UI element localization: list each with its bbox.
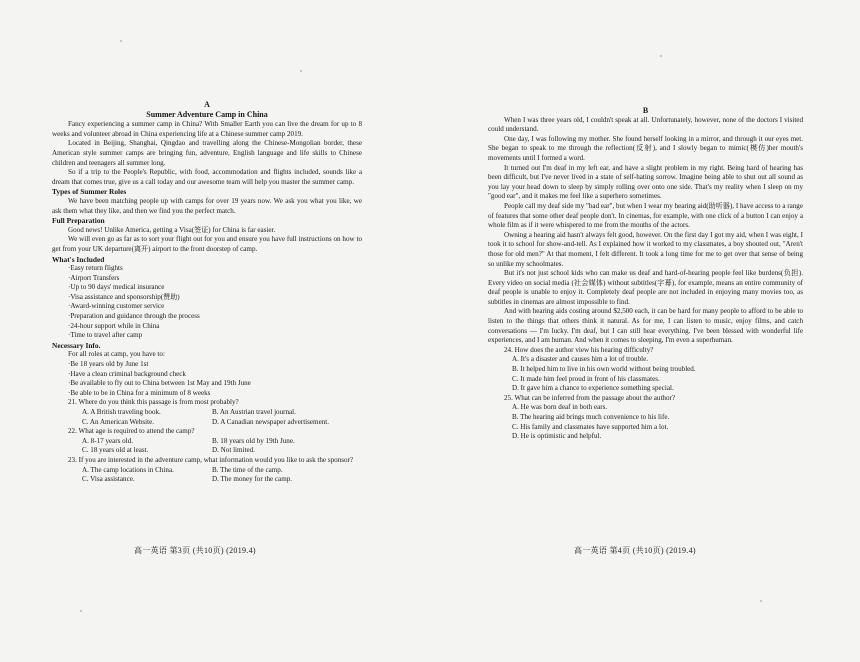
story-paragraph: And with hearing aids costing around $2,500 each, it can be hard for many people to afford to be able to listen to the things that others think it natural. As for me, I can listen to music, enjoy films, and catch conversations — I'm lucky. I'm deaf, but I can still hear everything. I've been blessed with wonderful life experiences, and I am human. And when it comes to sleeping, I'm even a superhuman. [488, 307, 803, 345]
page-footer: 高一英语 第4页 (共10页) (2019.4) [574, 546, 696, 555]
list-item: ·Preparation and guidance through the process [68, 312, 200, 321]
list-item: ·Be available to fly out to China between 1st May and 19th June [68, 379, 251, 388]
option: B. An Austrian travel journal. [212, 408, 296, 416]
option: D. A Canadian newspaper advertisement. [212, 417, 330, 426]
scan-speck [300, 70, 302, 72]
necessary-list [52, 360, 362, 398]
page-footer: 高一英语 第3页 (共10页) (2019.4) [134, 546, 256, 555]
question-21: 21. Where do you think this passage is from most probably? [68, 398, 239, 407]
list-item: ·Award-winning customer service [68, 302, 165, 311]
list-item: ·Time to travel after camp [68, 331, 143, 340]
roles-paragraph: We have been matching people up with camps for over 19 years now. We ask you what you like, we ask them what they like, and then we find you the perfect match. [52, 196, 362, 215]
intro-paragraph: So if a trip to the People's Republic, with food, accommodation and flights included, sounds like a dream that comes true, give us a call today and our awesome team will help you master the summer camp. [52, 168, 362, 186]
scan-speck [660, 55, 662, 57]
option: D. It gave him a chance to experience something special. [512, 384, 674, 393]
list-item: ·Be 18 years old by June 1st [68, 360, 149, 369]
option: C. Visa assistance. [82, 475, 135, 484]
option: C. It made him feel proud in front of his classmates. [512, 374, 660, 383]
list-item: ·Airport Transfers [68, 273, 120, 282]
option: B. It helped him to live in his own world without being troubled. [512, 365, 696, 374]
intro-paragraph: Located in Beijing, Shanghai, Qingdao and travelling along the Chinese-Mongolian border, these American style summer camps are bringing fun, adventure, English language and life skills to Chinese children and teenagers all summer long. [52, 139, 362, 167]
option: C. His family and classmates have supported him a lot. [512, 422, 669, 431]
option: A. A British traveling book. [82, 408, 161, 416]
passage-title: Summer Adventure Camp in China [146, 109, 268, 119]
story-paragraph: People call my deaf side my "bad ear", but when I wear my hearing aid(助听器), I have access to a range of features that some other deaf people don't. In cinemas, for example, with one click of a button I can enjoy a whole film as if it were whispered to me from the mouths of the actors. [488, 201, 803, 230]
question-22-options [52, 437, 362, 456]
section-letter-b: B [642, 106, 649, 115]
question-21-options [52, 408, 362, 427]
story-paragraph: When I was three years old, I couldn't speak at all. Unfortunately, however, none of the doctors I visited could understand. [488, 115, 803, 134]
preparation-paragraph: We will even go as far as to sort your flight out for you and ensure you have full instructions on how to get from your UK departure(离开) airport to the front doorstep of camp. [52, 235, 362, 253]
included-list [52, 264, 362, 341]
section-letter-a: A [204, 100, 210, 109]
option: D. Not limited. [212, 446, 255, 455]
question-23-options [52, 466, 362, 485]
question-23: 23. If you are interested in the adventure camp, what information would you like to ask the sponsor? [68, 455, 354, 464]
heading-whats-included: What's Included [52, 254, 105, 264]
option: D. He is optimistic and helpful. [512, 432, 602, 441]
story-paragraph: One day, I was following my mother. She found herself looking in a mirror, and through it our eyes met. She began to speak to me through the reflection(反射), and I slowly began to mimic(模仿)her mouth's movements until I formed a word. [488, 134, 803, 162]
intro-paragraph: Fancy experiencing a summer camp in China? With Smaller Earth you can live the dream for up to 8 weeks and volunteer abroad in China experiencing life at a Chinese summer camp 2019. [52, 120, 362, 138]
list-item: ·Up to 90 days' medical insurance [68, 283, 165, 292]
question-22: 22. What age is required to attend the camp? [68, 427, 195, 436]
necessary-intro: For all roles at camp, you have to: [68, 350, 165, 359]
option: A. 8-17 years old. [82, 436, 134, 445]
option: A. He was born deaf in both ears. [512, 403, 608, 412]
right-column [488, 106, 803, 442]
right-page [430, 0, 860, 662]
question-24: 24. How does the author view his hearing difficulty? [504, 345, 654, 354]
heading-full-preparation: Full Preparation [52, 216, 105, 226]
option: A. It's a disaster and causes him a lot of trouble. [512, 355, 649, 364]
heading-roles: Types of Summer Roles [52, 187, 127, 197]
list-item: ·Easy return flights [68, 264, 123, 273]
option: D. The money for the camp. [212, 475, 293, 484]
heading-necessary-info: Necessary Info. [52, 340, 101, 350]
scan-speck [760, 600, 762, 602]
option: C. An American Website. [82, 417, 154, 426]
question-25: 25. What can be inferred from the passage about the author? [504, 393, 676, 402]
list-item: ·Be able to be in China for a minimum of 8 weeks [68, 388, 211, 397]
story-paragraph: Owning a hearing aid hasn't always felt good, however. On the first day I got my aid, when I was eight, I took it to school for show-and-tell. As I explained how it worked to my classmates, a boy shouted out, "Aren't those for old men?" At that moment, I felt different. It took a long time for me to get over that sense of being so unlike my schoolmates. [488, 230, 803, 268]
option: A. The camp locations in China. [82, 465, 174, 474]
option: B. The hearing aid brings much convenience to his life. [512, 413, 670, 421]
story-paragraph: But it's not just school kids who can make us deaf and hard-of-hearing people feel like burdens(负担). Every video on social media (社会媒体) without subtitles(字幕), for example, means an entire community of deaf people is unable to enjoy it. Completely deaf people are not included in enjoying many movies too, as subtitles in cinemas are almost impossible to find. [488, 269, 803, 306]
option: B. 18 years old by 19th June. [212, 436, 295, 445]
left-column [52, 100, 362, 485]
option: C. 18 years old at least. [82, 446, 149, 455]
scan-speck [120, 40, 122, 42]
list-item: ·Visa assistance and sponsorship(赞助) [68, 292, 180, 301]
preparation-paragraph: Good news! Unlike America, getting a Visa(签证) for China is far easier. [68, 225, 276, 234]
story-paragraph: It turned out I'm deaf in my left ear, and have a slight problem in my right. Being hard of hearing has been difficult, but I've never lived in a state of self-hating sorrow. Imagine being able to shut out all sound as you lay your head down to sleep by simply rolling over onto one side. That's my reality when I sleep on my "good ear", and it makes me feel like a superhero sometimes. [488, 163, 803, 201]
list-item: ·Have a clean criminal background check [68, 369, 186, 378]
option: B. The time of the camp. [212, 465, 283, 474]
scan-speck [80, 610, 82, 612]
list-item: ·24-hour support while in China [68, 321, 160, 330]
